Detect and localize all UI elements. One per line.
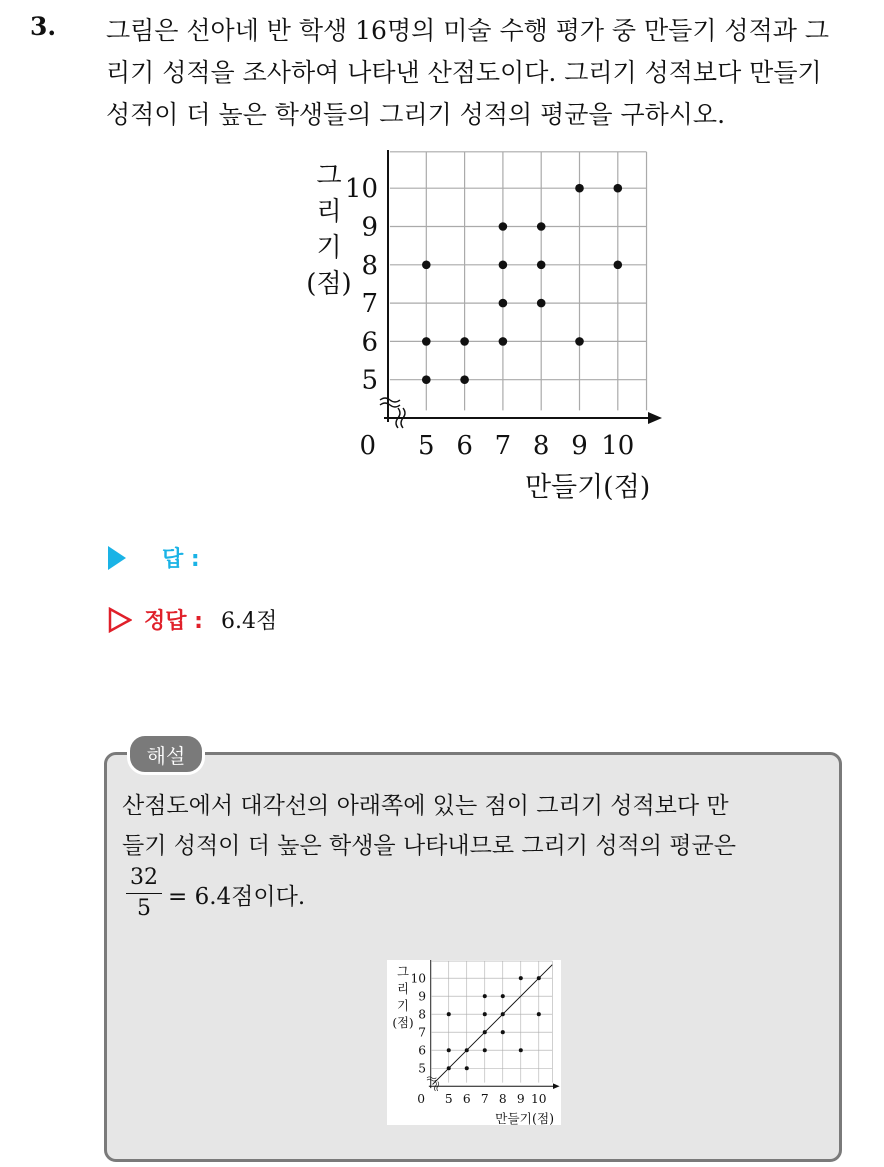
data-point: [614, 261, 623, 270]
data-point: [422, 375, 431, 384]
y-tick-label: 6: [418, 1043, 427, 1058]
x-tick-label: 6: [462, 1092, 471, 1107]
data-point: [501, 994, 505, 998]
y-axis-break-mark: [427, 1077, 436, 1081]
data-point: [537, 1012, 541, 1016]
answer-label: 답 :: [162, 547, 200, 572]
data-point: [519, 976, 523, 980]
x-tick-label: 7: [480, 1092, 489, 1107]
solution-scatter-plot: [387, 960, 561, 1125]
y-axis-label: 기: [397, 999, 409, 1014]
data-point: [499, 299, 508, 308]
data-point: [447, 1012, 451, 1016]
x-tick-label: 6: [456, 431, 473, 461]
answer-row: [108, 542, 218, 573]
data-point: [465, 1066, 469, 1070]
data-point: [483, 994, 487, 998]
fraction: [126, 863, 162, 924]
question-text: [106, 10, 866, 136]
fraction-result: = 6.4점이다.: [168, 884, 306, 910]
x-axis-label: 만들기(점): [524, 472, 651, 500]
solution-tag: 해설: [127, 733, 205, 775]
data-point: [465, 1048, 469, 1052]
outline-arrow-icon: [108, 607, 132, 633]
y-tick-label: 7: [418, 1025, 427, 1040]
data-point: [575, 337, 584, 346]
data-point: [614, 184, 623, 193]
x-axis-arrow: [553, 1083, 560, 1089]
data-point: [422, 337, 431, 346]
data-point: [499, 337, 508, 346]
data-point: [499, 261, 508, 270]
correct-answer-value: 6.4점: [220, 609, 278, 634]
question-number: 3.: [30, 12, 57, 41]
solution-line: 들기 성적이 더 높은 학생을 나타내므로 그리기 성적의 평균은: [122, 833, 736, 859]
data-point: [501, 1030, 505, 1034]
origin-label: 0: [417, 1092, 426, 1107]
data-point: [537, 299, 546, 308]
data-point: [537, 222, 546, 231]
y-axis-label: 리: [397, 982, 409, 997]
y-axis-label: 리: [316, 197, 342, 227]
correct-answer-label: 정답 :: [144, 609, 203, 634]
data-point: [537, 261, 546, 270]
diagonal-line: [433, 965, 553, 1085]
y-axis-label: 그: [316, 161, 342, 191]
x-tick-label: 9: [516, 1092, 525, 1107]
x-tick-label: 10: [601, 431, 635, 461]
y-tick-label: 5: [418, 1061, 427, 1076]
question-line: 리기 성적을 조사하여 나타낸 산점도이다. 그리기 성적보다 만들기: [106, 58, 822, 87]
y-axis-break-mark: [380, 398, 400, 407]
x-tick-label: 8: [498, 1092, 507, 1107]
solution-line: 산점도에서 대각선의 아래쪽에 있는 점이 그리기 성적보다 만: [122, 793, 729, 819]
y-tick-label: 8: [418, 1007, 427, 1022]
y-tick-label: 10: [344, 174, 378, 205]
solution-chart-frame: [387, 960, 561, 1125]
scatter-plot: [295, 150, 665, 500]
x-tick-label: 5: [418, 431, 435, 461]
x-axis-arrow: [648, 412, 662, 424]
x-tick-label: 7: [494, 431, 512, 461]
y-axis-label: (점): [306, 269, 352, 299]
x-tick-label: 5: [444, 1092, 453, 1107]
play-arrow-icon: [108, 546, 126, 570]
data-point: [447, 1066, 451, 1070]
data-point: [483, 1048, 487, 1052]
data-point: [460, 337, 469, 346]
y-tick-label: 6: [361, 327, 378, 358]
y-axis-label: (점): [392, 1015, 414, 1030]
x-tick-label: 10: [531, 1092, 547, 1107]
data-point: [447, 1048, 451, 1052]
y-tick-label: 9: [418, 989, 427, 1004]
y-axis-label: 그: [397, 965, 409, 980]
y-tick-label: 5: [361, 365, 378, 396]
fraction-denominator: 5: [137, 896, 151, 921]
question-line: 성적이 더 높은 학생들의 그리기 성적의 평균을 구하시오.: [106, 100, 726, 129]
y-tick-label: 8: [361, 250, 378, 281]
data-point: [519, 1048, 523, 1052]
data-point: [499, 222, 508, 231]
data-point: [483, 1012, 487, 1016]
solution-text: [122, 786, 832, 866]
data-point: [460, 375, 469, 384]
x-axis-label: 만들기(점): [495, 1110, 555, 1125]
correct-answer-row: [108, 604, 277, 635]
fraction-numerator: 32: [126, 863, 162, 894]
y-tick-label: 7: [361, 289, 378, 320]
data-point: [537, 976, 541, 980]
data-point: [483, 1030, 487, 1034]
data-point: [422, 261, 431, 270]
y-axis-label: 기: [316, 233, 342, 263]
y-tick-label: 9: [361, 212, 378, 243]
x-tick-label: 8: [532, 431, 550, 461]
data-point: [501, 1012, 505, 1016]
origin-label: 0: [359, 431, 376, 461]
y-tick-label: 10: [410, 971, 427, 986]
question-line: 그림은 선아네 반 학생 16명의 미술 수행 평가 중 만들기 성적과 그: [106, 16, 829, 45]
data-point: [575, 184, 584, 193]
x-tick-label: 9: [571, 431, 588, 461]
